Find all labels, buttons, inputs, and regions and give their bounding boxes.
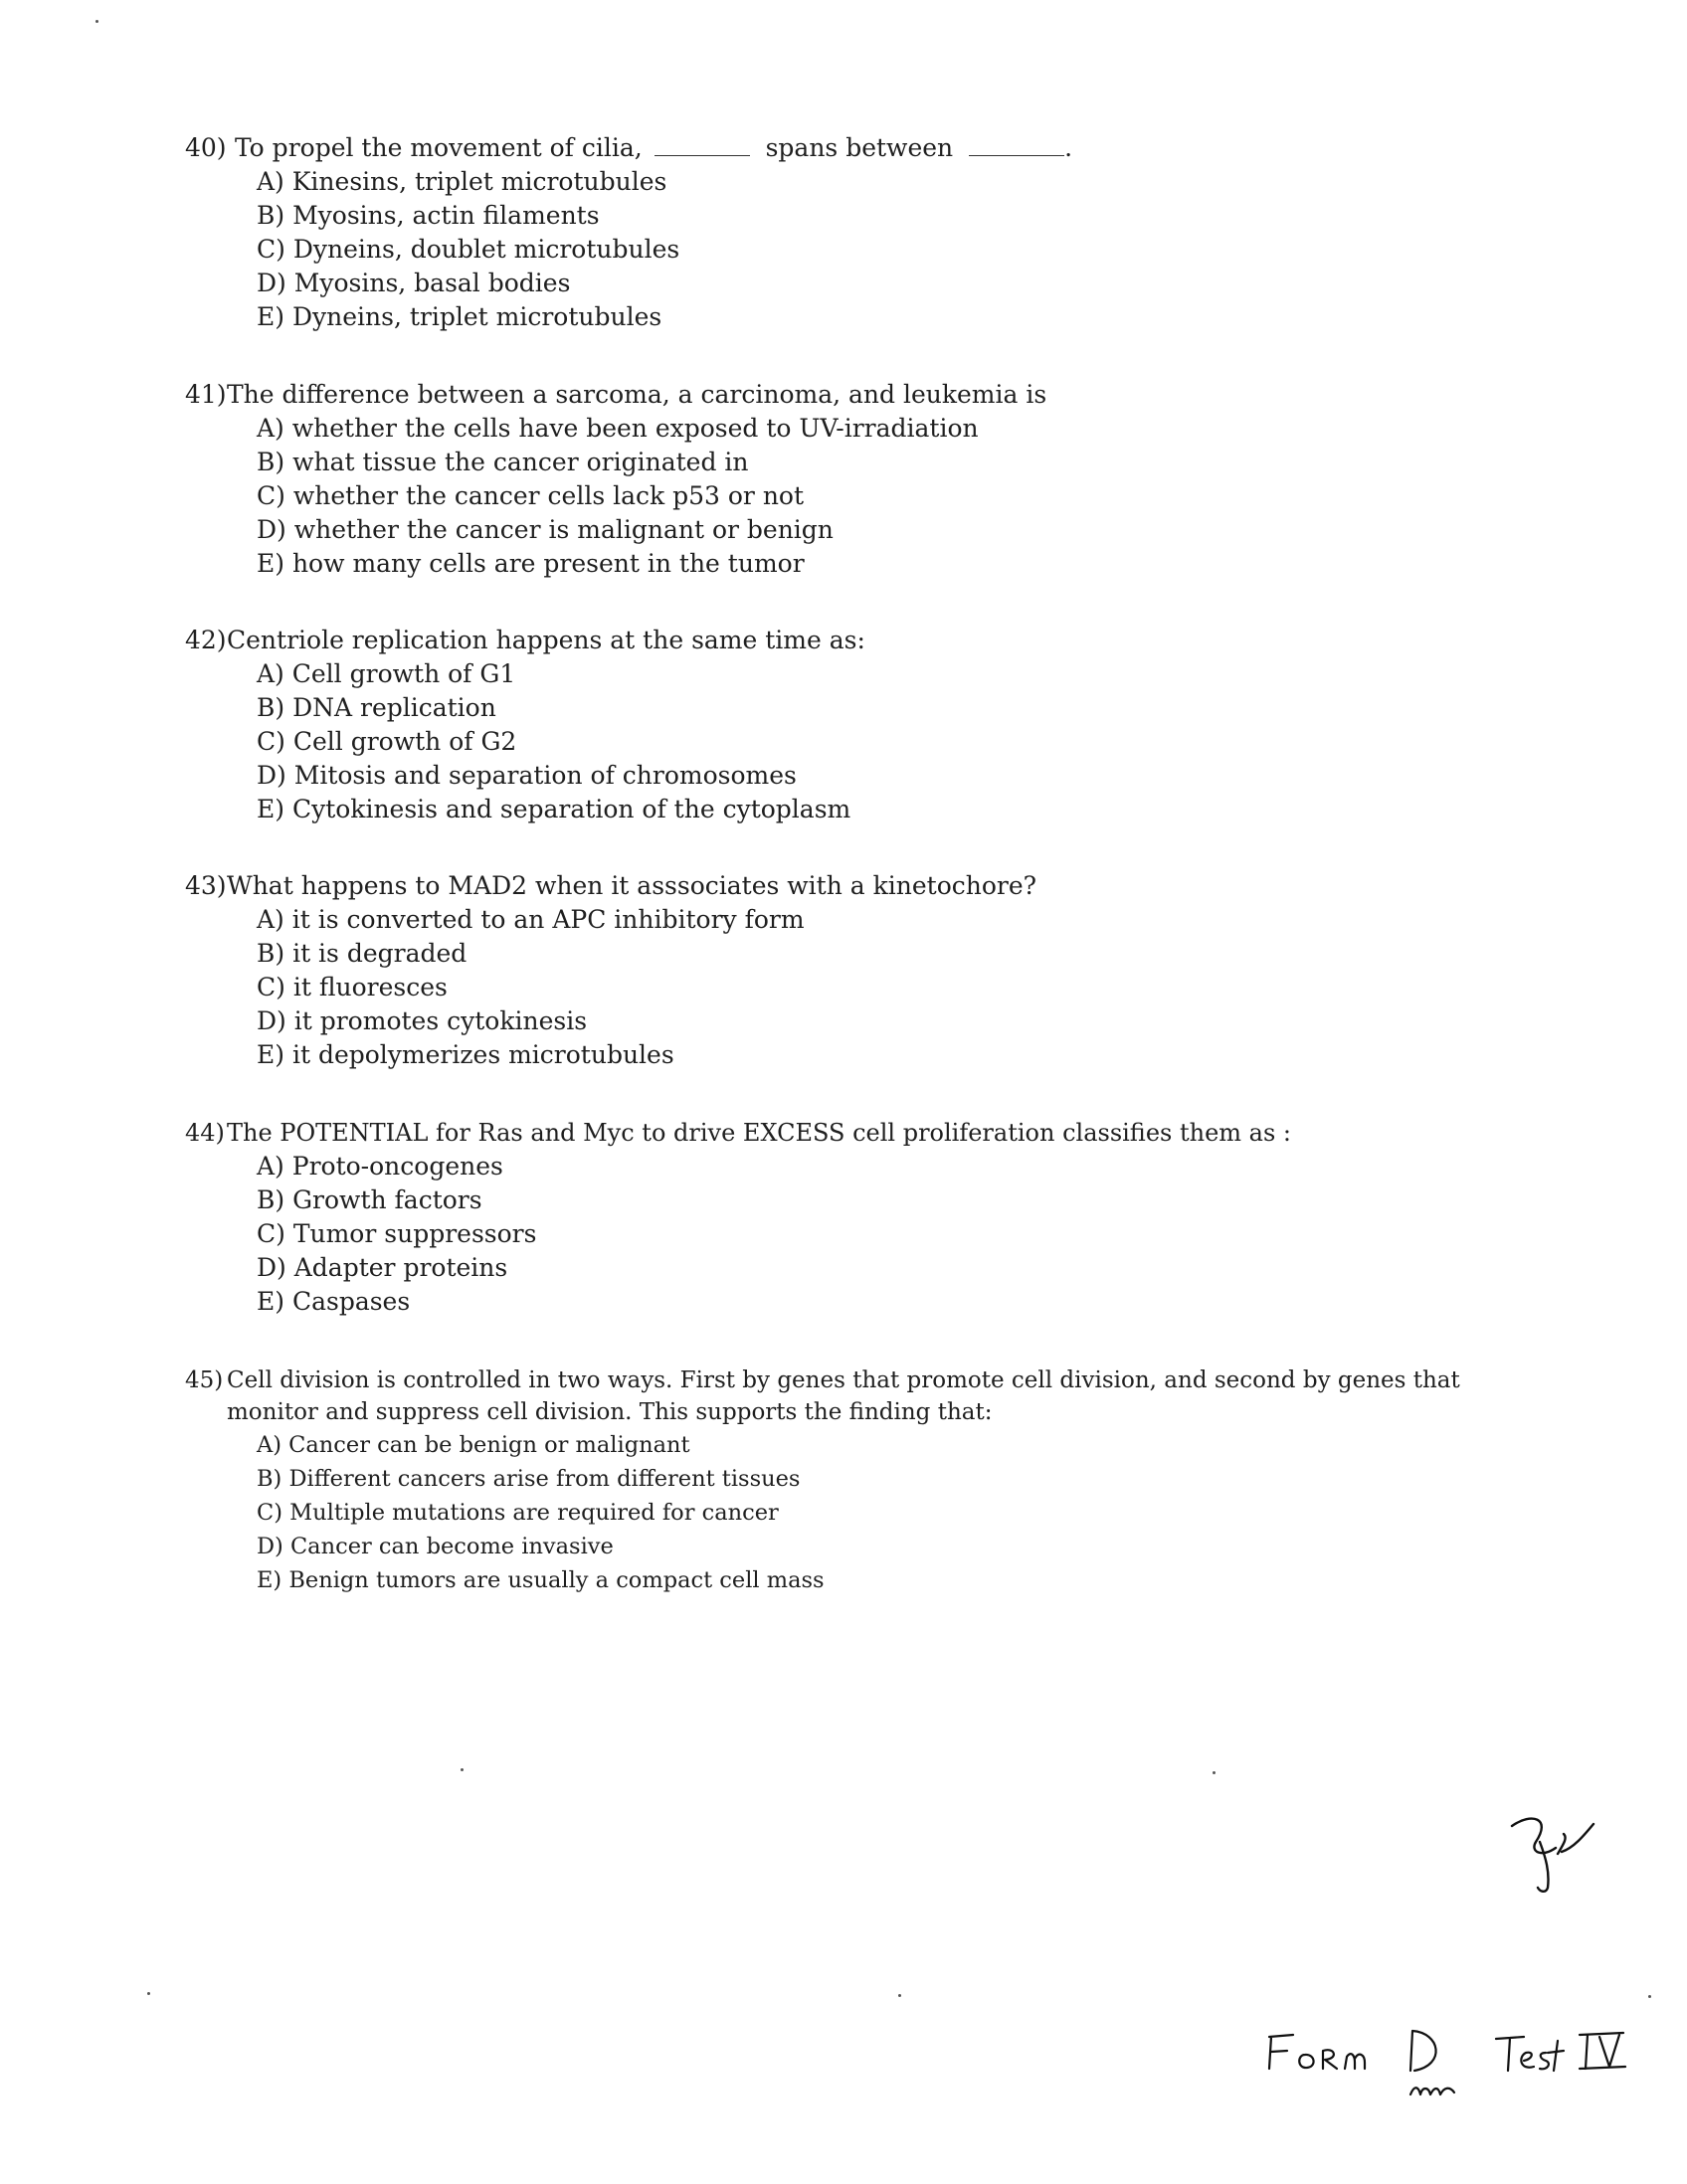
option-c[interactable]: C) Dyneins, doublet microtubules — [257, 235, 680, 264]
option-c[interactable]: C) Multiple mutations are required for cancer — [257, 1500, 779, 1526]
option-b[interactable]: B) Different cancers arise from different tissues — [257, 1466, 801, 1492]
option-d[interactable]: D) Mitosis and separation of chromosomes — [257, 761, 797, 790]
question-number: 40) — [185, 133, 227, 162]
option-d[interactable]: D) Adapter proteins — [257, 1253, 508, 1282]
answer-blank — [655, 137, 750, 156]
handwritten-initials — [1502, 1808, 1601, 1900]
question-stem — [185, 1116, 1508, 1150]
option-list — [185, 1150, 1508, 1319]
question-number: 45) — [185, 1367, 224, 1393]
option-e[interactable]: E) how many cells are present in the tumor — [257, 549, 805, 578]
answer-blank — [969, 137, 1064, 156]
question-number: 41) — [185, 380, 227, 409]
scan-speck — [147, 1992, 150, 1995]
option-e[interactable]: E) Dyneins, triplet microtubules — [257, 302, 662, 331]
scan-speck — [898, 1994, 901, 1997]
question-40 — [185, 131, 1508, 334]
option-d[interactable]: D) Cancer can become invasive — [257, 1534, 614, 1559]
option-a[interactable]: A) Kinesins, triplet microtubules — [257, 167, 667, 196]
question-number: 44) — [185, 1119, 225, 1147]
option-b[interactable]: B) DNA replication — [257, 693, 496, 722]
handwritten-form-label — [1263, 2025, 1641, 2114]
question-stem — [185, 378, 1508, 412]
option-e[interactable]: E) Benign tumors are usually a compact cell mass — [257, 1567, 825, 1593]
option-list — [185, 412, 1508, 581]
option-e[interactable]: E) it depolymerizes microtubules — [257, 1040, 674, 1069]
option-a[interactable]: A) Cell growth of G1 — [257, 659, 516, 688]
option-list — [185, 903, 1508, 1072]
stem-text: Cell division is controlled in two ways. First by genes that promote cell division, and second by genes that monitor and suppress cell division. This supports the finding that: — [227, 1367, 1460, 1425]
option-d[interactable]: D) it promotes cytokinesis — [257, 1006, 588, 1035]
question-43 — [185, 869, 1508, 1072]
question-stem — [185, 1365, 1488, 1428]
stem-text: What happens to MAD2 when it asssociates with a kinetochore? — [227, 871, 1037, 900]
question-stem — [185, 624, 1508, 657]
question-number: 42) — [185, 626, 227, 654]
option-d[interactable]: D) whether the cancer is malignant or benign — [257, 515, 834, 544]
question-stem — [185, 869, 1508, 903]
option-list — [185, 657, 1508, 826]
option-a[interactable]: A) Cancer can be benign or malignant — [257, 1432, 690, 1458]
option-b[interactable]: B) what tissue the cancer originated in — [257, 448, 749, 476]
option-c[interactable]: C) it fluoresces — [257, 973, 448, 1001]
scan-speck — [1648, 1995, 1651, 1998]
scan-speck — [1213, 1771, 1216, 1774]
option-b[interactable]: B) it is degraded — [257, 939, 468, 968]
scan-speck — [461, 1768, 464, 1771]
option-e[interactable]: E) Cytokinesis and separation of the cytoplasm — [257, 795, 851, 823]
option-list — [185, 1428, 1488, 1597]
question-44 — [185, 1116, 1508, 1319]
option-c[interactable]: C) Cell growth of G2 — [257, 727, 517, 756]
option-e[interactable]: E) Caspases — [257, 1287, 411, 1316]
stem-text-part-2: spans between — [765, 133, 954, 162]
option-d[interactable]: D) Myosins, basal bodies — [257, 269, 571, 297]
option-b[interactable]: B) Growth factors — [257, 1185, 482, 1214]
question-stem — [185, 131, 1508, 165]
question-42 — [185, 624, 1508, 826]
option-a[interactable]: A) whether the cells have been exposed to UV-irradiation — [257, 414, 979, 443]
stem-text: Centriole replication happens at the same time as: — [227, 626, 865, 654]
option-a[interactable]: A) it is converted to an APC inhibitory form — [257, 905, 805, 934]
stem-text-part-3: . — [1064, 133, 1073, 162]
option-c[interactable]: C) whether the cancer cells lack p53 or not — [257, 481, 805, 510]
stem-text: The POTENTIAL for Ras and Myc to drive EXCESS cell proliferation classifies them as : — [227, 1119, 1291, 1147]
stem-text-part-1: To propel the movement of cilia, — [234, 133, 643, 162]
question-45 — [185, 1365, 1488, 1597]
scan-speck — [95, 20, 98, 23]
option-b[interactable]: B) Myosins, actin filaments — [257, 201, 600, 230]
stem-text: The difference between a sarcoma, a carcinoma, and leukemia is — [227, 380, 1047, 409]
question-41 — [185, 378, 1508, 581]
option-c[interactable]: C) Tumor suppressors — [257, 1219, 537, 1248]
option-a[interactable]: A) Proto-oncogenes — [257, 1152, 503, 1181]
question-number: 43) — [185, 871, 227, 900]
option-list — [185, 165, 1508, 334]
